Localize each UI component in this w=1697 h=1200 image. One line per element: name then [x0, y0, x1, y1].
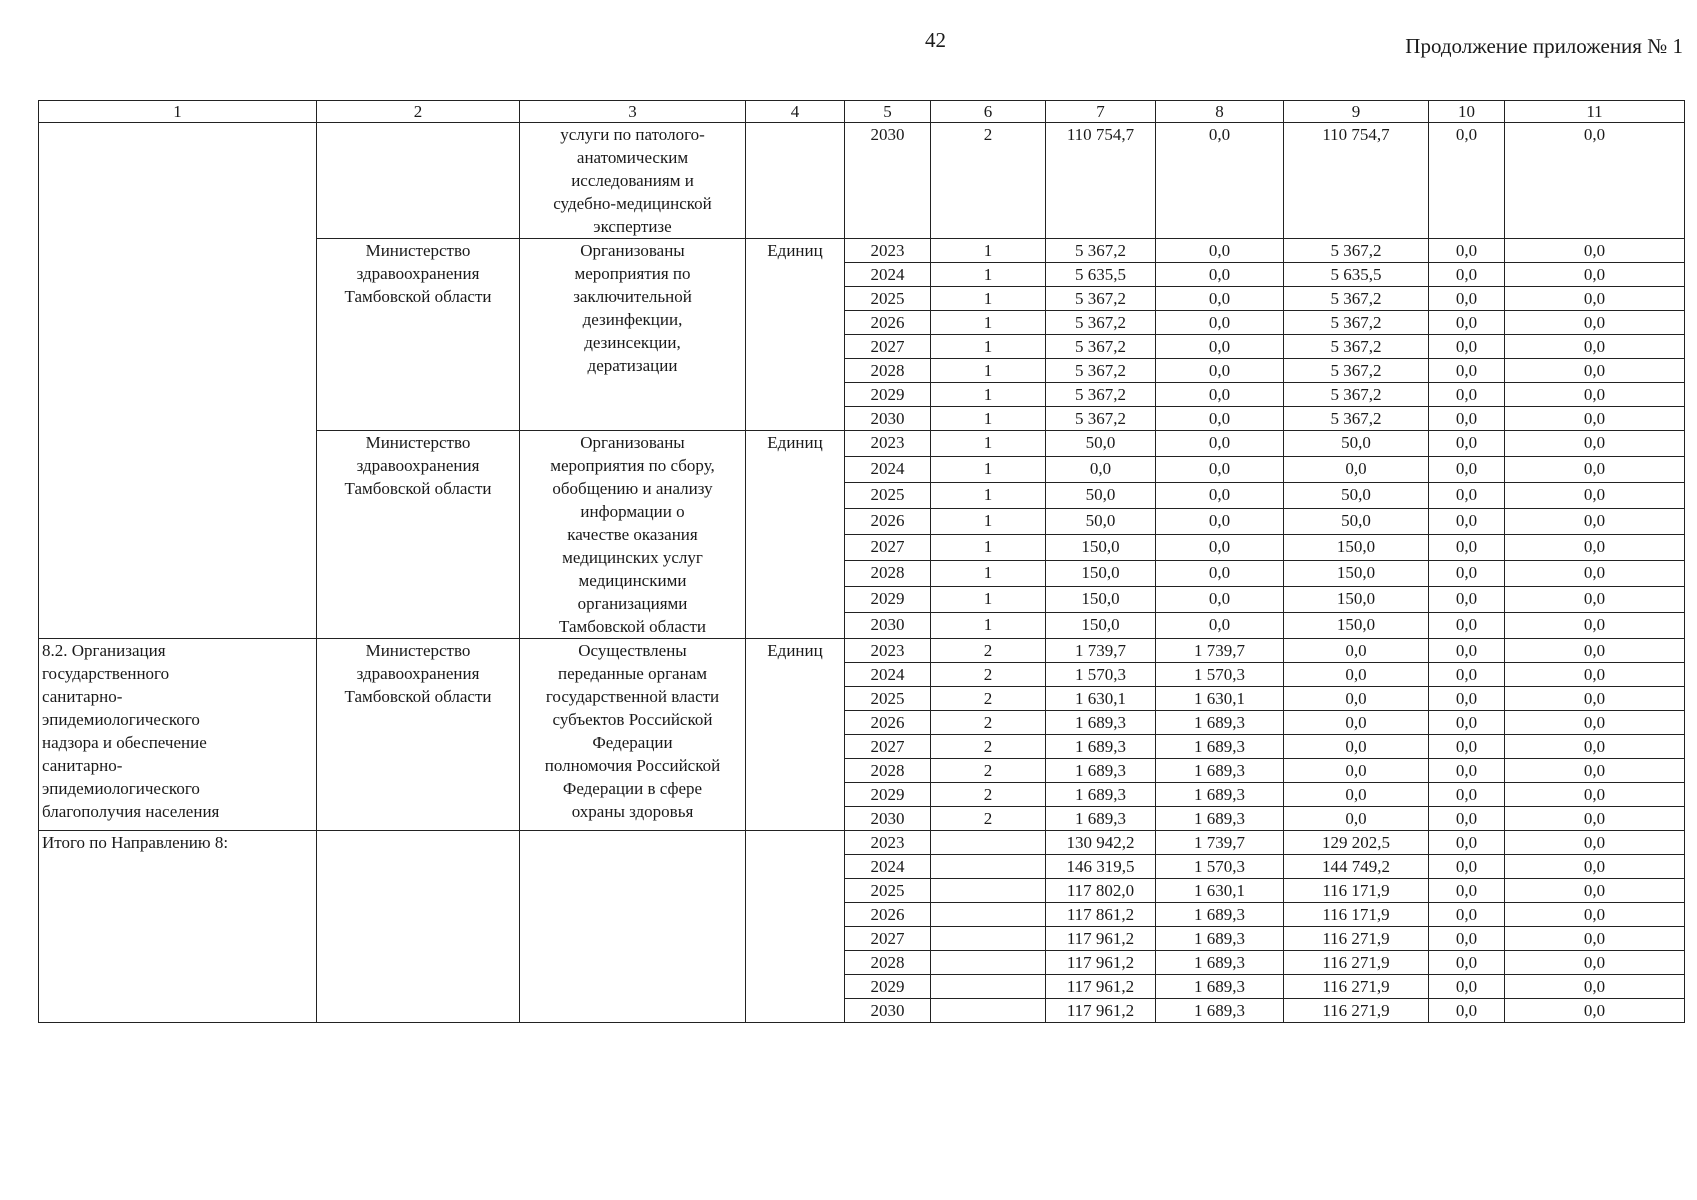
indicator-value-cell: 2	[931, 735, 1046, 759]
total-amount-cell: 5 367,2	[1046, 311, 1156, 335]
local-budget-cell: 0,0	[1429, 663, 1505, 687]
table-row	[39, 639, 1685, 663]
year-cell: 2024	[845, 855, 931, 879]
regional-budget-cell: 5 367,2	[1284, 335, 1429, 359]
federal-budget-cell: 0,0	[1156, 587, 1284, 613]
indicator-value-cell: 1	[931, 311, 1046, 335]
federal-budget-cell: 0,0	[1156, 123, 1284, 239]
regional-budget-cell: 116 171,9	[1284, 903, 1429, 927]
year-cell: 2030	[845, 999, 931, 1023]
year-cell: 2027	[845, 535, 931, 561]
indicator-value-cell: 2	[931, 687, 1046, 711]
year-cell: 2029	[845, 383, 931, 407]
year-cell: 2027	[845, 735, 931, 759]
total-amount-cell: 5 367,2	[1046, 383, 1156, 407]
year-cell: 2030	[845, 407, 931, 431]
local-budget-cell: 0,0	[1429, 407, 1505, 431]
executor-cell: Министерство здравоохранения Тамбовской области	[317, 639, 520, 831]
total-amount-cell: 1 689,3	[1046, 759, 1156, 783]
unit-cell: Единиц	[746, 639, 845, 831]
other-sources-cell: 0,0	[1505, 951, 1685, 975]
regional-budget-cell: 5 635,5	[1284, 263, 1429, 287]
local-budget-cell: 0,0	[1429, 927, 1505, 951]
local-budget-cell: 0,0	[1429, 951, 1505, 975]
year-cell: 2023	[845, 431, 931, 457]
local-budget-cell: 0,0	[1429, 807, 1505, 831]
local-budget-cell: 0,0	[1429, 711, 1505, 735]
federal-budget-cell: 0,0	[1156, 431, 1284, 457]
federal-budget-cell: 0,0	[1156, 457, 1284, 483]
financing-table	[38, 100, 1685, 1023]
indicator-value-cell: 1	[931, 239, 1046, 263]
federal-budget-cell: 0,0	[1156, 311, 1284, 335]
indicator-value-cell: 2	[931, 663, 1046, 687]
local-budget-cell: 0,0	[1429, 383, 1505, 407]
result-cell: услуги по патолого- анатомическим исследованиям и судебно-медицинской экспертизе	[520, 123, 746, 239]
other-sources-cell: 0,0	[1505, 535, 1685, 561]
column-header-7: 7	[1046, 101, 1156, 123]
regional-budget-cell: 144 749,2	[1284, 855, 1429, 879]
year-cell: 2023	[845, 239, 931, 263]
total-amount-cell: 146 319,5	[1046, 855, 1156, 879]
column-header-8: 8	[1156, 101, 1284, 123]
column-header-10: 10	[1429, 101, 1505, 123]
year-cell: 2030	[845, 123, 931, 239]
other-sources-cell: 0,0	[1505, 783, 1685, 807]
table-row	[39, 831, 1685, 855]
year-cell: 2025	[845, 879, 931, 903]
federal-budget-cell: 1 630,1	[1156, 879, 1284, 903]
total-amount-cell: 117 961,2	[1046, 951, 1156, 975]
year-cell: 2026	[845, 903, 931, 927]
other-sources-cell: 0,0	[1505, 359, 1685, 383]
local-budget-cell: 0,0	[1429, 879, 1505, 903]
year-cell: 2030	[845, 807, 931, 831]
total-amount-cell: 0,0	[1046, 457, 1156, 483]
regional-budget-cell: 0,0	[1284, 687, 1429, 711]
column-header-3: 3	[520, 101, 746, 123]
other-sources-cell: 0,0	[1505, 855, 1685, 879]
other-sources-cell: 0,0	[1505, 687, 1685, 711]
other-sources-cell: 0,0	[1505, 759, 1685, 783]
year-cell: 2029	[845, 587, 931, 613]
year-cell: 2026	[845, 711, 931, 735]
local-budget-cell: 0,0	[1429, 561, 1505, 587]
indicator-value-cell: 1	[931, 613, 1046, 639]
year-cell: 2026	[845, 311, 931, 335]
total-amount-cell: 1 570,3	[1046, 663, 1156, 687]
federal-budget-cell: 1 630,1	[1156, 687, 1284, 711]
total-amount-cell: 150,0	[1046, 613, 1156, 639]
regional-budget-cell: 150,0	[1284, 613, 1429, 639]
indicator-value-cell	[931, 927, 1046, 951]
regional-budget-cell: 5 367,2	[1284, 239, 1429, 263]
result-cell: Организованы мероприятия по заключительной дезинфекции, дезинсекции, дератизации	[520, 239, 746, 431]
indicator-value-cell: 1	[931, 587, 1046, 613]
column-header-1: 1	[39, 101, 317, 123]
indicator-value-cell: 1	[931, 287, 1046, 311]
local-budget-cell: 0,0	[1429, 639, 1505, 663]
year-cell: 2025	[845, 483, 931, 509]
table-row	[39, 123, 1685, 239]
indicator-value-cell: 1	[931, 335, 1046, 359]
regional-budget-cell: 50,0	[1284, 431, 1429, 457]
indicator-value-cell: 1	[931, 483, 1046, 509]
local-budget-cell: 0,0	[1429, 123, 1505, 239]
direction-cell: Итого по Направлению 8:	[39, 831, 317, 1023]
total-amount-cell: 1 630,1	[1046, 687, 1156, 711]
federal-budget-cell: 1 689,3	[1156, 999, 1284, 1023]
total-amount-cell: 1 689,3	[1046, 783, 1156, 807]
regional-budget-cell: 150,0	[1284, 587, 1429, 613]
other-sources-cell: 0,0	[1505, 999, 1685, 1023]
other-sources-cell: 0,0	[1505, 311, 1685, 335]
year-cell: 2024	[845, 663, 931, 687]
federal-budget-cell: 0,0	[1156, 509, 1284, 535]
total-amount-cell: 50,0	[1046, 483, 1156, 509]
other-sources-cell: 0,0	[1505, 407, 1685, 431]
total-amount-cell: 50,0	[1046, 509, 1156, 535]
regional-budget-cell: 0,0	[1284, 783, 1429, 807]
total-amount-cell: 117 961,2	[1046, 975, 1156, 999]
year-cell: 2029	[845, 783, 931, 807]
year-cell: 2024	[845, 263, 931, 287]
other-sources-cell: 0,0	[1505, 457, 1685, 483]
indicator-value-cell	[931, 879, 1046, 903]
indicator-value-cell: 1	[931, 561, 1046, 587]
indicator-value-cell: 1	[931, 509, 1046, 535]
year-cell: 2028	[845, 561, 931, 587]
regional-budget-cell: 5 367,2	[1284, 383, 1429, 407]
other-sources-cell: 0,0	[1505, 711, 1685, 735]
year-cell: 2023	[845, 639, 931, 663]
total-amount-cell: 5 367,2	[1046, 239, 1156, 263]
year-cell: 2028	[845, 951, 931, 975]
federal-budget-cell: 1 689,3	[1156, 735, 1284, 759]
federal-budget-cell: 0,0	[1156, 263, 1284, 287]
other-sources-cell: 0,0	[1505, 431, 1685, 457]
table-body	[39, 101, 1685, 1023]
year-cell: 2023	[845, 831, 931, 855]
regional-budget-cell: 50,0	[1284, 509, 1429, 535]
regional-budget-cell: 150,0	[1284, 561, 1429, 587]
indicator-value-cell: 2	[931, 759, 1046, 783]
local-budget-cell: 0,0	[1429, 999, 1505, 1023]
direction-cell	[39, 123, 317, 239]
indicator-value-cell	[931, 831, 1046, 855]
unit-cell: Единиц	[746, 239, 845, 431]
unit-cell	[746, 123, 845, 239]
local-budget-cell: 0,0	[1429, 311, 1505, 335]
indicator-value-cell: 1	[931, 535, 1046, 561]
federal-budget-cell: 0,0	[1156, 613, 1284, 639]
header-row	[39, 101, 1685, 123]
regional-budget-cell: 150,0	[1284, 535, 1429, 561]
local-budget-cell: 0,0	[1429, 735, 1505, 759]
executor-cell	[317, 831, 520, 1023]
appendix-continuation-note: Продолжение приложения № 1	[1405, 34, 1683, 58]
total-amount-cell: 150,0	[1046, 561, 1156, 587]
total-amount-cell: 150,0	[1046, 587, 1156, 613]
other-sources-cell: 0,0	[1505, 335, 1685, 359]
unit-cell: Единиц	[746, 431, 845, 639]
year-cell: 2025	[845, 287, 931, 311]
local-budget-cell: 0,0	[1429, 587, 1505, 613]
result-cell: Организованы мероприятия по сбору, обобщению и анализу информации о качестве оказания медицинских услуг медицинскими организациями Тамбовской области	[520, 431, 746, 639]
result-cell: Осуществлены переданные органам государственной власти субъектов Российской Федерации полномочия Российской Федерации в сфере охраны здоровья	[520, 639, 746, 831]
total-amount-cell: 5 367,2	[1046, 335, 1156, 359]
total-amount-cell: 117 961,2	[1046, 999, 1156, 1023]
local-budget-cell: 0,0	[1429, 903, 1505, 927]
local-budget-cell: 0,0	[1429, 831, 1505, 855]
year-cell: 2028	[845, 759, 931, 783]
federal-budget-cell: 0,0	[1156, 287, 1284, 311]
total-amount-cell: 1 739,7	[1046, 639, 1156, 663]
local-budget-cell: 0,0	[1429, 239, 1505, 263]
regional-budget-cell: 0,0	[1284, 759, 1429, 783]
year-cell: 2028	[845, 359, 931, 383]
local-budget-cell: 0,0	[1429, 975, 1505, 999]
federal-budget-cell: 0,0	[1156, 561, 1284, 587]
indicator-value-cell: 2	[931, 711, 1046, 735]
local-budget-cell: 0,0	[1429, 509, 1505, 535]
local-budget-cell: 0,0	[1429, 759, 1505, 783]
year-cell: 2027	[845, 335, 931, 359]
other-sources-cell: 0,0	[1505, 383, 1685, 407]
other-sources-cell: 0,0	[1505, 239, 1685, 263]
total-amount-cell: 5 367,2	[1046, 407, 1156, 431]
regional-budget-cell: 0,0	[1284, 807, 1429, 831]
total-amount-cell: 5 367,2	[1046, 287, 1156, 311]
other-sources-cell: 0,0	[1505, 287, 1685, 311]
total-amount-cell: 1 689,3	[1046, 807, 1156, 831]
regional-budget-cell: 0,0	[1284, 639, 1429, 663]
regional-budget-cell: 5 367,2	[1284, 311, 1429, 335]
federal-budget-cell: 1 689,3	[1156, 951, 1284, 975]
other-sources-cell: 0,0	[1505, 807, 1685, 831]
federal-budget-cell: 1 739,7	[1156, 639, 1284, 663]
federal-budget-cell: 1 689,3	[1156, 759, 1284, 783]
federal-budget-cell: 0,0	[1156, 535, 1284, 561]
federal-budget-cell: 0,0	[1156, 407, 1284, 431]
year-cell: 2030	[845, 613, 931, 639]
indicator-value-cell: 2	[931, 639, 1046, 663]
total-amount-cell: 117 802,0	[1046, 879, 1156, 903]
indicator-value-cell	[931, 855, 1046, 879]
federal-budget-cell: 1 570,3	[1156, 855, 1284, 879]
other-sources-cell: 0,0	[1505, 735, 1685, 759]
other-sources-cell: 0,0	[1505, 509, 1685, 535]
local-budget-cell: 0,0	[1429, 783, 1505, 807]
other-sources-cell: 0,0	[1505, 903, 1685, 927]
table-row	[39, 431, 1685, 457]
page-number: 42	[925, 28, 946, 52]
local-budget-cell: 0,0	[1429, 263, 1505, 287]
indicator-value-cell: 1	[931, 359, 1046, 383]
regional-budget-cell: 0,0	[1284, 457, 1429, 483]
federal-budget-cell: 0,0	[1156, 239, 1284, 263]
column-header-9: 9	[1284, 101, 1429, 123]
regional-budget-cell: 129 202,5	[1284, 831, 1429, 855]
other-sources-cell: 0,0	[1505, 927, 1685, 951]
total-amount-cell: 117 961,2	[1046, 927, 1156, 951]
federal-budget-cell: 1 689,3	[1156, 711, 1284, 735]
year-cell: 2027	[845, 927, 931, 951]
regional-budget-cell: 5 367,2	[1284, 359, 1429, 383]
local-budget-cell: 0,0	[1429, 687, 1505, 711]
federal-budget-cell: 1 689,3	[1156, 807, 1284, 831]
indicator-value-cell: 2	[931, 123, 1046, 239]
other-sources-cell: 0,0	[1505, 831, 1685, 855]
column-header-11: 11	[1505, 101, 1685, 123]
total-amount-cell: 117 861,2	[1046, 903, 1156, 927]
total-amount-cell: 5 635,5	[1046, 263, 1156, 287]
indicator-value-cell	[931, 975, 1046, 999]
direction-cell	[39, 431, 317, 639]
federal-budget-cell: 1 689,3	[1156, 903, 1284, 927]
indicator-value-cell	[931, 951, 1046, 975]
regional-budget-cell: 116 171,9	[1284, 879, 1429, 903]
indicator-value-cell	[931, 999, 1046, 1023]
local-budget-cell: 0,0	[1429, 613, 1505, 639]
regional-budget-cell: 0,0	[1284, 663, 1429, 687]
regional-budget-cell: 110 754,7	[1284, 123, 1429, 239]
local-budget-cell: 0,0	[1429, 287, 1505, 311]
regional-budget-cell: 116 271,9	[1284, 975, 1429, 999]
local-budget-cell: 0,0	[1429, 335, 1505, 359]
federal-budget-cell: 0,0	[1156, 359, 1284, 383]
indicator-value-cell	[931, 903, 1046, 927]
local-budget-cell: 0,0	[1429, 483, 1505, 509]
indicator-value-cell: 1	[931, 431, 1046, 457]
indicator-value-cell: 1	[931, 383, 1046, 407]
year-cell: 2026	[845, 509, 931, 535]
result-cell	[520, 831, 746, 1023]
total-amount-cell: 130 942,2	[1046, 831, 1156, 855]
total-amount-cell: 1 689,3	[1046, 711, 1156, 735]
column-header-5: 5	[845, 101, 931, 123]
total-amount-cell: 1 689,3	[1046, 735, 1156, 759]
federal-budget-cell: 1 689,3	[1156, 783, 1284, 807]
other-sources-cell: 0,0	[1505, 483, 1685, 509]
regional-budget-cell: 0,0	[1284, 711, 1429, 735]
column-header-6: 6	[931, 101, 1046, 123]
regional-budget-cell: 5 367,2	[1284, 287, 1429, 311]
indicator-value-cell: 1	[931, 457, 1046, 483]
federal-budget-cell: 1 689,3	[1156, 927, 1284, 951]
other-sources-cell: 0,0	[1505, 263, 1685, 287]
executor-cell: Министерство здравоохранения Тамбовской области	[317, 431, 520, 639]
federal-budget-cell: 1 689,3	[1156, 975, 1284, 999]
executor-cell: Министерство здравоохранения Тамбовской области	[317, 239, 520, 431]
local-budget-cell: 0,0	[1429, 457, 1505, 483]
federal-budget-cell: 1 739,7	[1156, 831, 1284, 855]
other-sources-cell: 0,0	[1505, 123, 1685, 239]
indicator-value-cell: 2	[931, 783, 1046, 807]
total-amount-cell: 110 754,7	[1046, 123, 1156, 239]
regional-budget-cell: 50,0	[1284, 483, 1429, 509]
regional-budget-cell: 5 367,2	[1284, 407, 1429, 431]
other-sources-cell: 0,0	[1505, 587, 1685, 613]
other-sources-cell: 0,0	[1505, 975, 1685, 999]
local-budget-cell: 0,0	[1429, 359, 1505, 383]
federal-budget-cell: 0,0	[1156, 335, 1284, 359]
local-budget-cell: 0,0	[1429, 431, 1505, 457]
table-row	[39, 239, 1685, 263]
other-sources-cell: 0,0	[1505, 639, 1685, 663]
executor-cell	[317, 123, 520, 239]
direction-cell	[39, 239, 317, 431]
indicator-value-cell: 1	[931, 263, 1046, 287]
year-cell: 2029	[845, 975, 931, 999]
regional-budget-cell: 116 271,9	[1284, 951, 1429, 975]
indicator-value-cell: 1	[931, 407, 1046, 431]
year-cell: 2024	[845, 457, 931, 483]
total-amount-cell: 150,0	[1046, 535, 1156, 561]
total-amount-cell: 5 367,2	[1046, 359, 1156, 383]
regional-budget-cell: 116 271,9	[1284, 999, 1429, 1023]
federal-budget-cell: 0,0	[1156, 383, 1284, 407]
indicator-value-cell: 2	[931, 807, 1046, 831]
column-header-4: 4	[746, 101, 845, 123]
local-budget-cell: 0,0	[1429, 855, 1505, 879]
other-sources-cell: 0,0	[1505, 561, 1685, 587]
unit-cell	[746, 831, 845, 1023]
other-sources-cell: 0,0	[1505, 879, 1685, 903]
other-sources-cell: 0,0	[1505, 613, 1685, 639]
regional-budget-cell: 0,0	[1284, 735, 1429, 759]
federal-budget-cell: 1 570,3	[1156, 663, 1284, 687]
federal-budget-cell: 0,0	[1156, 483, 1284, 509]
direction-cell: 8.2. Организация государственного санитарно- эпидемиологического надзора и обеспечение санитарно- эпидемиологического благополучия населения	[39, 639, 317, 831]
other-sources-cell: 0,0	[1505, 663, 1685, 687]
local-budget-cell: 0,0	[1429, 535, 1505, 561]
year-cell: 2025	[845, 687, 931, 711]
total-amount-cell: 50,0	[1046, 431, 1156, 457]
column-header-2: 2	[317, 101, 520, 123]
regional-budget-cell: 116 271,9	[1284, 927, 1429, 951]
